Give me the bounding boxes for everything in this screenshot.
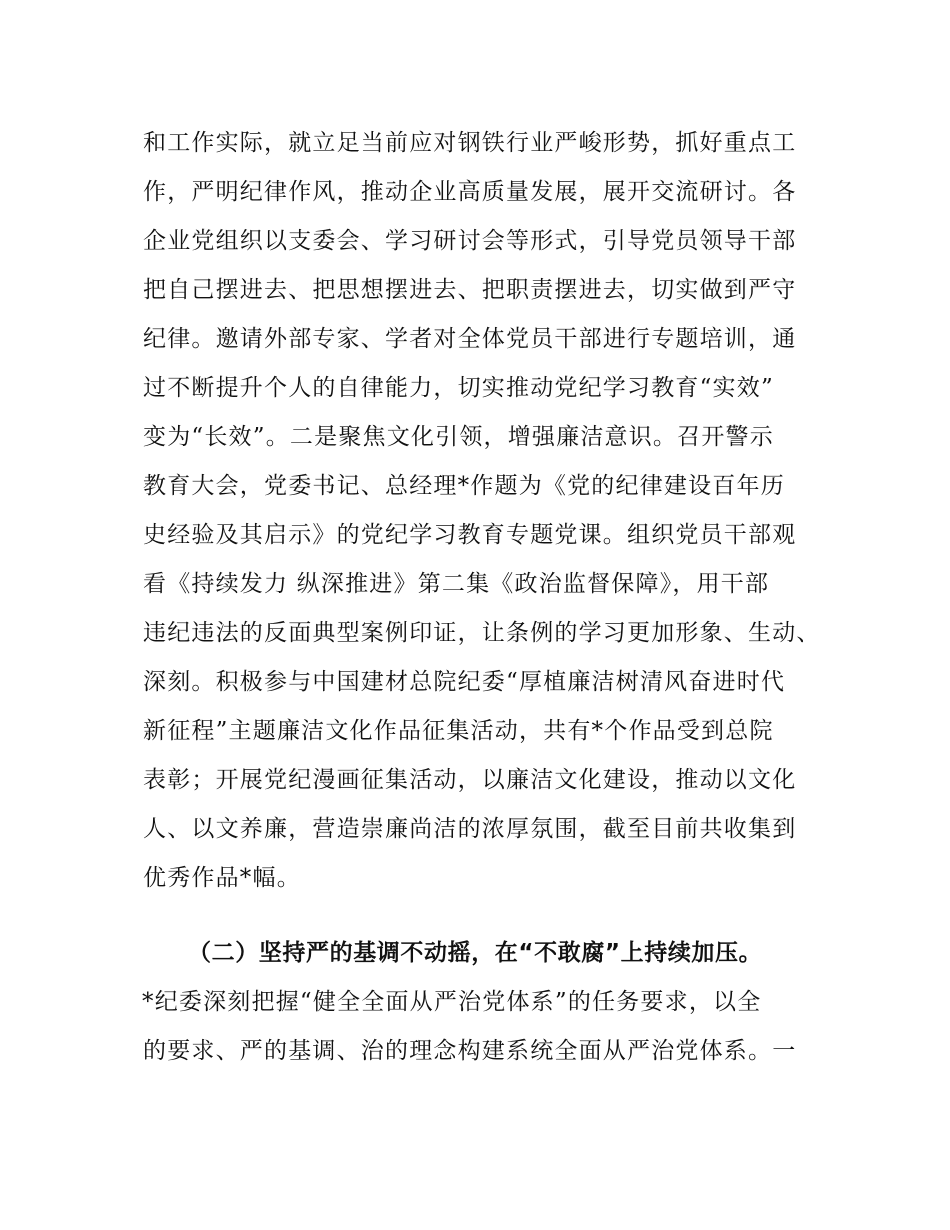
- paragraph-line: 作，严明纪律作风，推动企业高质量发展，展开交流研讨。各: [143, 179, 797, 205]
- paragraph-line: 新征程”主题廉洁文化作品征集活动，共有*个作品受到总院: [143, 718, 774, 744]
- paragraph-line: 教育大会，党委书记、总经理*作题为《党的纪律建设百年历: [143, 473, 785, 499]
- paragraph-line: 变为“长效”。二是聚焦文化引领，增强廉洁意识。召开警示: [143, 424, 774, 450]
- paragraph-line: 人、以文养廉，营造崇廉尚洁的浓厚氛围，截至目前共收集到: [143, 816, 797, 842]
- paragraph-line: 企业党组织以支委会、学习研讨会等形式，引导党员领导干部: [143, 228, 797, 254]
- paragraph-line: 纪律。邀请外部专家、学者对全体党员干部进行专题培训，通: [143, 326, 797, 352]
- paragraph-line: 的要求、严的基调、治的理念构建系统全面从严治党体系。一: [143, 1038, 797, 1064]
- paragraph-line: 表彰；开展党纪漫画征集活动，以廉洁文化建设，推动以文化: [143, 767, 797, 793]
- section-heading: （二）坚持严的基调不动摇，在“不敢腐”上持续加压。: [188, 940, 763, 966]
- paragraph-line: 和工作实际，就立足当前应对钢铁行业严峻形势，抓好重点工: [143, 130, 797, 156]
- paragraph-line: 违纪违法的反面典型案例印证，让条例的学习更加形象、生动、: [143, 620, 821, 646]
- paragraph-line: 史经验及其启示》的党纪学习教育专题党课。组织党员干部观: [143, 522, 797, 548]
- paragraph-line: 过不断提升个人的自律能力，切实推动党纪学习教育“实效”: [143, 375, 774, 401]
- paragraph-line: *纪委深刻把握“健全全面从严治党体系”的任务要求，以全: [142, 989, 762, 1015]
- paragraph-line: 深刻。积极参与中国建材总院纪委“厚植廉洁树清风奋进时代: [143, 669, 786, 695]
- paragraph-line: 优秀作品*幅。: [143, 865, 301, 891]
- paragraph-line: 看《持续发力 纵深推进》第二集《政治监督保障》，用干部: [143, 571, 770, 597]
- paragraph-line: 把自己摆进去、把思想摆进去、把职责摆进去，切实做到严守: [143, 277, 797, 303]
